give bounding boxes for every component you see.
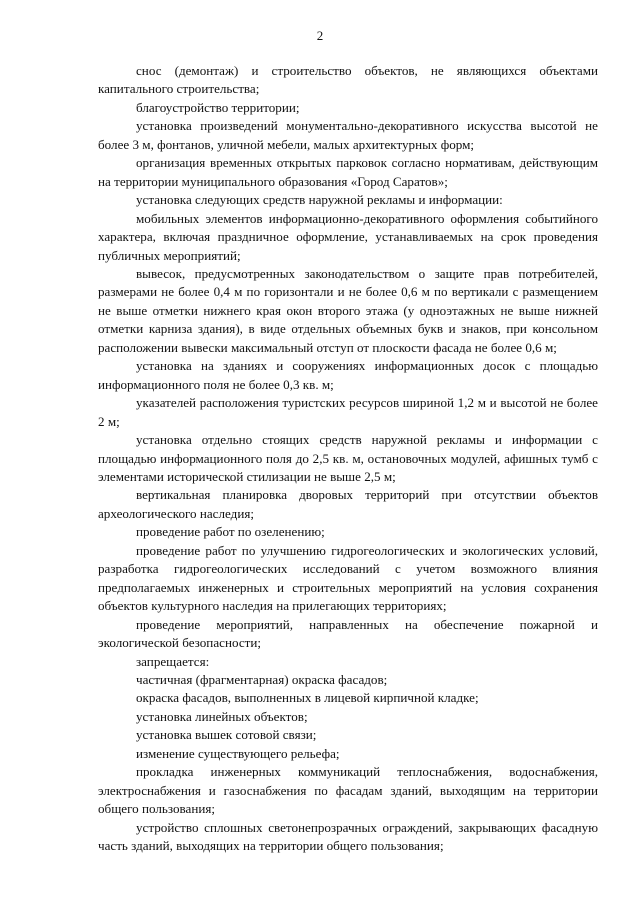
paragraph: проведение работ по озеленению; <box>136 524 325 540</box>
paragraph: окраска фасадов, выполненных в лицевой кирпичной кладке; <box>136 690 479 706</box>
page-number: 2 <box>316 28 324 43</box>
paragraph: установка отдельно стоящих средств наружной рекламы и информации с площадью информационного поля до 2,5 кв. м, остановочных модулей, афишных тумб с элементами исторической стилизации не выше 2,5 м; <box>98 432 598 484</box>
paragraph: проведение работ по улучшению гидрогеологических и экологических условий, разработка гидрогеологических исследований с учетом возможного влияния предполагаемых инженерных и строительных мероприятий на условия сохранения объектов культурного наследия на прилегающих территориях; <box>98 542 598 614</box>
paragraph: устройство сплошных светонепрозрачных ограждений, закрывающих фасадную часть зданий, выходящих на территории общего пользования; <box>98 819 598 854</box>
paragraph: запрещается: <box>136 653 210 669</box>
paragraph: указателей расположения туристских ресурсов шириной 1,2 м и высотой не более 2 м; <box>98 395 598 429</box>
paragraph: установка линейных объектов; <box>136 708 308 724</box>
paragraph: установка на зданиях и сооружениях информационных досок с площадью информационного поля не более 0,3 кв. м; <box>98 358 598 392</box>
paragraph: изменение существующего рельефа; <box>136 745 340 761</box>
paragraph: частичная (фрагментарная) окраска фасадов; <box>136 671 388 687</box>
paragraph: благоустройство территории; <box>136 99 300 115</box>
paragraph: организация временных открытых парковок согласно нормативам, действующим на территории муниципального образования «Город Саратов»; <box>98 155 598 189</box>
paragraph: снос (демонтаж) и строительство объектов, не являющихся объектами капитального строительства; <box>98 63 598 97</box>
paragraph: установка произведений монументально-декоративного искусства высотой не более 3 м, фонтанов, уличной мебели, малых архитектурных форм; <box>98 118 598 152</box>
paragraph: проведение мероприятий, направленных на обеспечение пожарной и экологической безопасности; <box>98 616 598 651</box>
paragraph: прокладка инженерных коммуникаций теплоснабжения, водоснабжения, электроснабжения и газоснабжения по фасадам зданий, выходящим на территории общего пользования; <box>98 764 598 817</box>
paragraph: вывесок, предусмотренных законодательством о защите прав потребителей, размерами не более 0,4 м по горизонтали и не более 0,6 м по вертикали с размещением не выше отметки нижнего края окон второго этажа (у одноэтажных не выше нижней отметки карниза здания), в виде отдельных объемных букв и знаков, при консольном расположении вывески максимальный отступ от плоскости фасада не более 0,6 м; <box>98 265 598 355</box>
paragraph: мобильных элементов информационно-декоративного оформления событийного характера, включая праздничное оформление, устанавливаемых на срок проведения публичных мероприятий; <box>98 210 598 263</box>
paragraph: установка следующих средств наружной рекламы и информации: <box>136 192 503 208</box>
paragraph: вертикальная планировка дворовых территорий при отсутствии объектов археологического наследия; <box>98 487 598 521</box>
paragraph: установка вышек сотовой связи; <box>136 727 317 743</box>
document-body <box>98 62 598 855</box>
